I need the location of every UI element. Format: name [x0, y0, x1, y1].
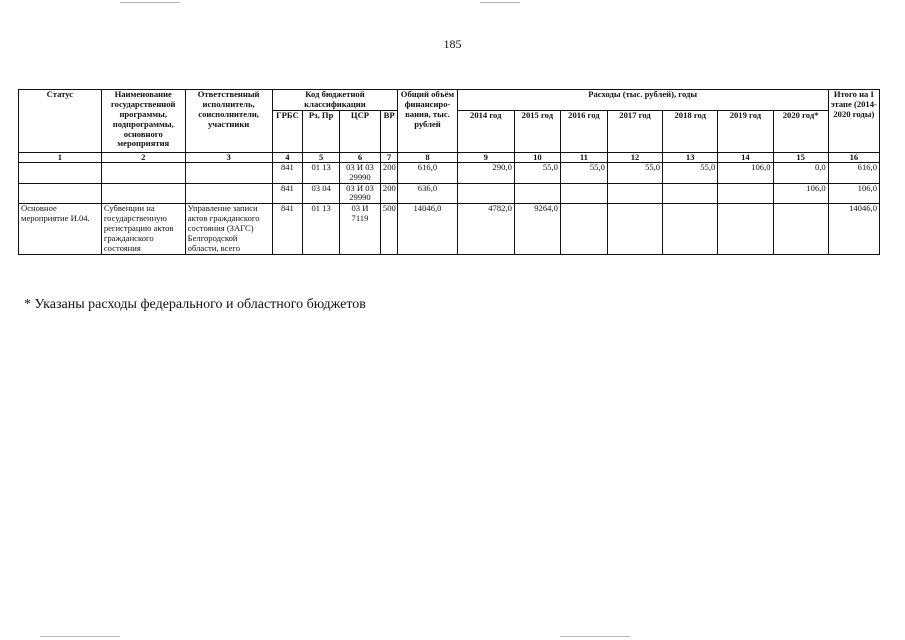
cell-year-2016 — [560, 204, 607, 254]
cell-year-2017 — [607, 204, 662, 254]
cell-year-2015: 9264,0 — [514, 204, 560, 254]
column-number: 2 — [101, 152, 185, 162]
cell-year-2019 — [718, 204, 773, 254]
header-total-volume: Общий объём финансиро-вания, тыс. рублей — [398, 90, 457, 153]
cell-csr: 03 И 7119 — [340, 204, 381, 254]
column-number: 6 — [340, 152, 381, 162]
table-row — [19, 204, 880, 254]
column-number-row — [19, 152, 880, 162]
cell-year-2016: 55,0 — [560, 162, 607, 183]
cell-program-name — [101, 162, 185, 183]
cell-year-2015 — [514, 183, 560, 204]
scan-artifact — [40, 636, 120, 637]
cell-year-2015: 55,0 — [514, 162, 560, 183]
cell-year-2018: 55,0 — [663, 162, 718, 183]
cell-stage-total: 106,0 — [828, 183, 879, 204]
cell-year-2019 — [718, 183, 773, 204]
header-year-2014: 2014 год — [457, 110, 514, 152]
column-number: 3 — [185, 152, 272, 162]
cell-rz-pr: 03 04 — [303, 183, 340, 204]
header-vr: ВР — [380, 110, 397, 152]
cell-year-2017 — [607, 183, 662, 204]
cell-program-name — [101, 183, 185, 204]
cell-year-2014: 4782,0 — [457, 204, 514, 254]
header-executor: Ответственный исполнитель, соисполнители, участники — [185, 90, 272, 153]
header-grbs: ГРБС — [272, 110, 303, 152]
cell-year-2019: 106,0 — [718, 162, 773, 183]
cell-status — [19, 162, 102, 183]
scan-artifact — [120, 2, 180, 3]
cell-total: 616,0 — [398, 162, 457, 183]
header-stage-total: Итого на I этапе (2014-2020 годы) — [828, 90, 879, 153]
cell-stage-total: 616,0 — [828, 162, 879, 183]
table-row — [19, 183, 880, 204]
column-number: 4 — [272, 152, 303, 162]
cell-total: 636,0 — [398, 183, 457, 204]
cell-csr: 03 И 03 29990 — [340, 162, 381, 183]
cell-vr: 200 — [380, 162, 397, 183]
cell-year-2020: 106,0 — [773, 183, 828, 204]
header-year-2017: 2017 год — [607, 110, 662, 152]
page-number: 185 — [443, 37, 462, 51]
header-status: Статус — [19, 90, 102, 153]
header-budget-code: Код бюджетной классификации — [272, 90, 398, 111]
column-number: 1 — [19, 152, 102, 162]
scan-artifact — [480, 2, 520, 3]
cell-year-2020: 0,0 — [773, 162, 828, 183]
header-program-name: Наименование государственной программы, подпрограммы, основного мероприятия — [101, 90, 185, 153]
column-number: 15 — [773, 152, 828, 162]
cell-executor: Управление записи актов гражданского состояния (ЗАГС) Белгородской области, всего — [185, 204, 272, 254]
cell-program-name: Субвенции на государственную регистрацию актов гражданского состояния — [101, 204, 185, 254]
cell-year-2014: 290,0 — [457, 162, 514, 183]
column-number: 14 — [718, 152, 773, 162]
cell-year-2018 — [663, 204, 718, 254]
cell-vr: 500 — [380, 204, 397, 254]
cell-executor — [185, 162, 272, 183]
header-year-2019: 2019 год — [718, 110, 773, 152]
column-number: 16 — [828, 152, 879, 162]
header-expenses: Расходы (тыс. рублей), годы — [457, 90, 828, 111]
column-number: 12 — [607, 152, 662, 162]
cell-year-2017: 55,0 — [607, 162, 662, 183]
column-number: 11 — [560, 152, 607, 162]
cell-stage-total: 14046,0 — [828, 204, 879, 254]
cell-year-2018 — [663, 183, 718, 204]
cell-rz-pr: 01 13 — [303, 204, 340, 254]
cell-grbs: 841 — [272, 204, 303, 254]
column-number: 9 — [457, 152, 514, 162]
column-number: 8 — [398, 152, 457, 162]
cell-year-2020 — [773, 204, 828, 254]
header-year-2020: 2020 год* — [773, 110, 828, 152]
header-year-2018: 2018 год — [663, 110, 718, 152]
cell-rz-pr: 01 13 — [303, 162, 340, 183]
cell-status: Основное мероприятие И.04. — [19, 204, 102, 254]
header-rz-pr: Рз, Пр — [303, 110, 340, 152]
scan-artifact — [560, 636, 630, 637]
cell-year-2016 — [560, 183, 607, 204]
header-year-2015: 2015 год — [514, 110, 560, 152]
header-csr: ЦСР — [340, 110, 381, 152]
column-number: 5 — [303, 152, 340, 162]
cell-total: 14046,0 — [398, 204, 457, 254]
table-row — [19, 162, 880, 183]
header-year-2016: 2016 год — [560, 110, 607, 152]
cell-grbs: 841 — [272, 183, 303, 204]
budget-table — [18, 89, 880, 255]
column-number: 13 — [663, 152, 718, 162]
cell-csr: 03 И 03 29990 — [340, 183, 381, 204]
cell-vr: 200 — [380, 183, 397, 204]
column-number: 7 — [380, 152, 397, 162]
cell-year-2014 — [457, 183, 514, 204]
cell-status — [19, 183, 102, 204]
cell-grbs: 841 — [272, 162, 303, 183]
header-row-1 — [19, 90, 880, 111]
cell-executor — [185, 183, 272, 204]
footnote: * Указаны расходы федерального и областного бюджетов — [24, 297, 366, 312]
column-number: 10 — [514, 152, 560, 162]
